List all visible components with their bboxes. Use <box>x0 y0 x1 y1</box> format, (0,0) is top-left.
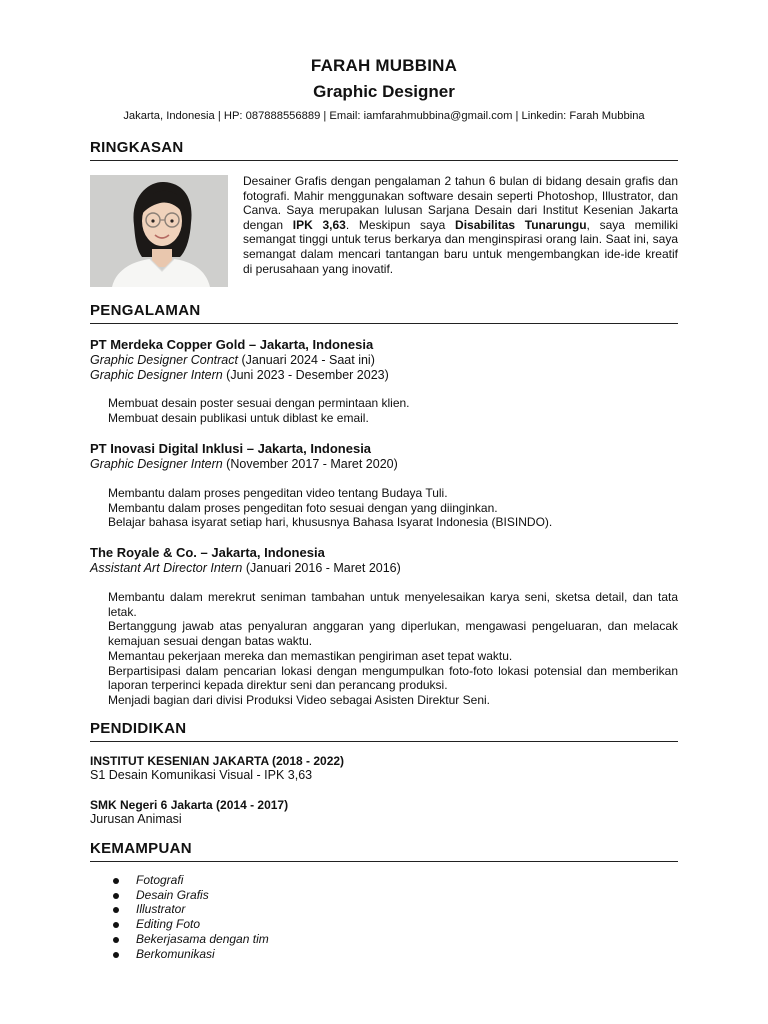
skill-item: Desain Grafis <box>90 888 269 903</box>
section-divider <box>90 861 678 862</box>
section-divider <box>90 741 678 742</box>
education-detail: S1 Desain Komunikasi Visual - IPK 3,63 <box>90 768 313 782</box>
duty-item: Belajar bahasa isyarat setiap hari, khususnya Bahasa Isyarat Indonesia (BISINDO). <box>108 515 553 530</box>
education-school: SMK Negeri 6 Jakarta (2014 - 2017) <box>90 798 289 812</box>
bullet-icon <box>113 878 119 884</box>
skill-item: Berkomunikasi <box>90 947 269 962</box>
duty-item: Membantu dalam proses pengeditan video tentang Budaya Tuli. <box>108 486 448 500</box>
duty-item: Bertanggung jawab atas penyaluran anggaran yang diperlukan, mengawasi pengeluaran, dan melacak kemajuan sesuai dengan batas waktu. <box>108 619 678 649</box>
profile-photo <box>90 175 228 287</box>
job-position: Assistant Art Director Intern (Januari 2016 - Maret 2016) <box>90 561 401 575</box>
section-title-summary: RINGKASAN <box>90 139 184 156</box>
duty-item: Membantu dalam proses pengeditan foto sesuai dengan yang diinginkan. <box>108 500 498 515</box>
skill-item: Editing Foto <box>90 917 269 932</box>
duty-item: Memantau pekerjaan mereka dan memastikan pengiriman aset tepat waktu. <box>108 648 513 663</box>
bullet-icon <box>113 952 119 958</box>
job-duties <box>108 486 678 530</box>
duty-item: Membantu dalam merekrut seniman tambahan untuk menyelesaikan karya seni, sketsa detail, dan tata letak. <box>108 590 678 619</box>
bullet-icon <box>113 907 119 913</box>
skills-list <box>90 873 269 961</box>
duty-item: Menjadi bagian dari divisi Produksi Video sebagai Asisten Direktur Seni. <box>108 692 490 707</box>
job-company: The Royale & Co. – Jakarta, Indonesia <box>90 545 325 560</box>
gpa-highlight: IPK 3,63 <box>292 217 346 232</box>
job-position: Graphic Designer Contract (Januari 2024 - Saat ini) <box>90 353 375 367</box>
section-divider <box>90 160 678 161</box>
bullet-icon <box>113 937 119 943</box>
section-divider <box>90 323 678 324</box>
section-title-experience: PENGALAMAN <box>90 302 201 319</box>
skill-item: Fotografi <box>90 873 269 888</box>
contact-line: Jakarta, Indonesia | HP: 087888556889 | Email: iamfarahmubbina@gmail.com | Linkedin: Farah Mubbina <box>123 110 645 122</box>
duty-item: Berpartisipasi dalam pencarian lokasi dengan mengumpulkan foto-foto lokasi potensial dan memberikan laporan terperinci kepada direktur seni dan perancang produksi. <box>108 663 678 693</box>
section-title-education: PENDIDIKAN <box>90 720 187 737</box>
job-company: PT Merdeka Copper Gold – Jakarta, Indonesia <box>90 337 374 352</box>
candidate-role: Graphic Designer <box>313 82 455 101</box>
duty-item: Membuat desain publikasi untuk diblast ke email. <box>108 410 369 425</box>
job-position: Graphic Designer Intern (November 2017 - Maret 2020) <box>90 457 398 471</box>
education-detail: Jurusan Animasi <box>90 812 182 826</box>
bullet-icon <box>113 922 119 928</box>
disability-highlight: Disabilitas Tunarungu <box>455 217 587 232</box>
skill-item: Illustrator <box>90 902 269 917</box>
job-duties <box>108 396 678 425</box>
duty-item: Membuat desain poster sesuai dengan permintaan klien. <box>108 396 410 410</box>
bullet-icon <box>113 893 119 899</box>
candidate-name: FARAH MUBBINA <box>310 56 458 75</box>
job-position: Graphic Designer Intern (Juni 2023 - Desember 2023) <box>90 368 389 382</box>
skill-item: Bekerjasama dengan tim <box>90 932 269 947</box>
job-company: PT Inovasi Digital Inklusi – Jakarta, Indonesia <box>90 441 372 456</box>
summary-text: Desainer Grafis dengan pengalaman 2 tahun 6 bulan di bidang desain grafis dan fotografi. Mahir menggunakan software desain seperti Photoshop, Illustrator, dan Canva. Saya merupakan lulusan Sarjana Desain dari Institut Kesenian Jakarta dengan IPK 3,63. Meskipun saya Disabilitas Tunarungu, saya memiliki semangat tinggi untuk terus berkarya dan menginspirasi orang lain. Saat ini, saya semangat dalam mencari tantangan baru untuk mengembangkan ide-ide kreatif di perusahaan yang inovatif. <box>243 174 678 276</box>
education-school: INSTITUT KESENIAN JAKARTA (2018 - 2022) <box>90 754 345 768</box>
job-duties <box>108 590 678 708</box>
section-title-skills: KEMAMPUAN <box>90 840 192 857</box>
